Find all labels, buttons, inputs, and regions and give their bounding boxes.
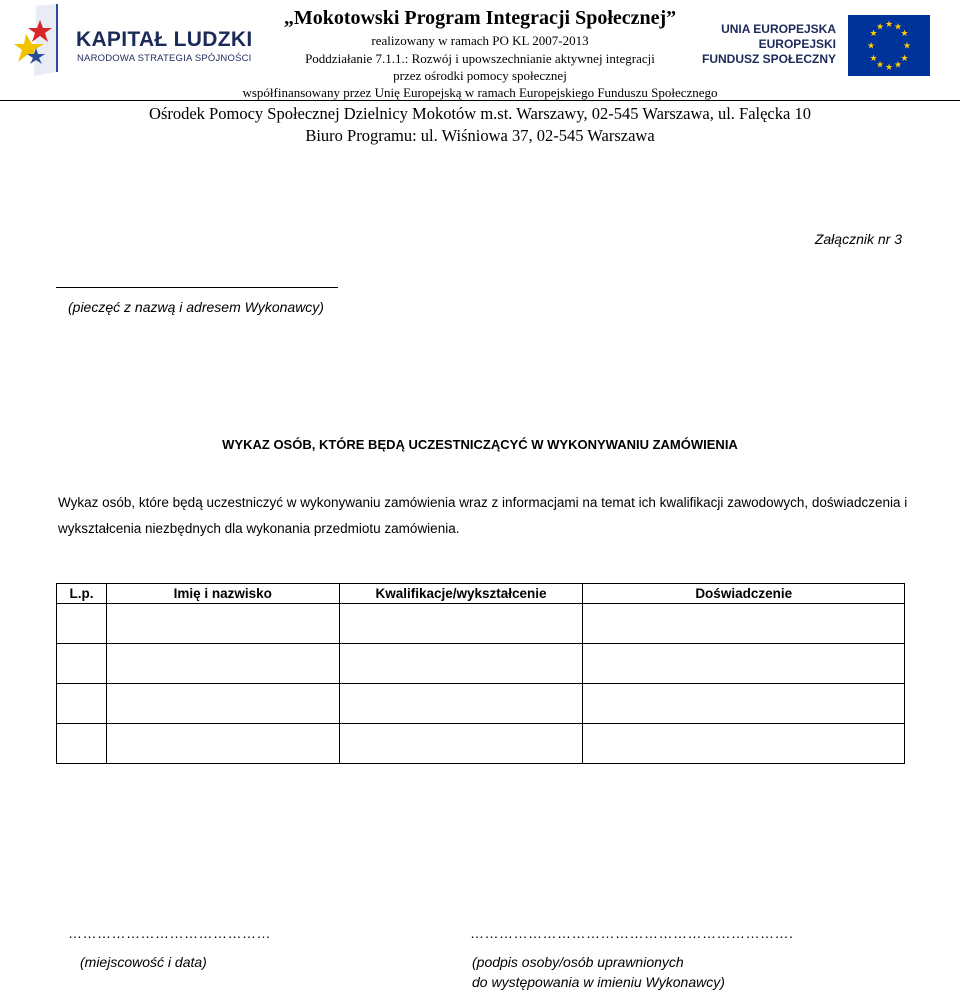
svg-text:★: ★: [884, 63, 894, 73]
table-row: [57, 724, 905, 764]
table-cell-experience[interactable]: [583, 604, 905, 644]
eu-logo-line-2: EUROPEJSKI: [758, 37, 836, 51]
svg-text:★: ★: [875, 22, 885, 33]
program-line-3: przez ośrodki pomocy społecznej: [393, 68, 567, 83]
table-row: [57, 684, 905, 724]
kapital-ludzki-title: KAPITAŁ LUDZKI: [76, 28, 253, 51]
stamp-line: [56, 287, 338, 288]
table-cell-qualifications[interactable]: [339, 604, 583, 644]
table-cell-experience[interactable]: [583, 684, 905, 724]
table-cell-lp[interactable]: [57, 684, 107, 724]
annex-label: Załącznik nr 3: [814, 231, 902, 247]
program-line-1: realizowany w ramach PO KL 2007-2013: [371, 33, 589, 48]
signature-caption-line-1: (podpis osoby/osób uprawnionych: [472, 954, 684, 970]
signature-line: ………………………………………………………….: [470, 925, 794, 941]
kapital-ludzki-subtitle: NARODOWA STRATEGIA SPÓJNOŚCI: [77, 53, 252, 64]
table-row: [57, 644, 905, 684]
header-qualifications: Kwalifikacje/wykształcenie: [339, 584, 583, 604]
svg-text:★: ★: [902, 41, 912, 52]
persons-table: [56, 583, 905, 764]
svg-text:★: ★: [869, 29, 878, 39]
table-cell-experience[interactable]: [583, 644, 905, 684]
program-line-4: współfinansowany przez Unię Europejską w ramach Europejskiego Funduszu Społecznego: [242, 85, 718, 100]
header-experience: Doświadczenie: [583, 584, 905, 604]
table-cell-qualifications[interactable]: [339, 724, 583, 764]
table-cell-lp[interactable]: [57, 604, 107, 644]
table-cell-experience[interactable]: [583, 724, 905, 764]
program-title: „Mokotowski Program Integracji Społecznej”: [283, 7, 677, 29]
intro-text: Wykaz osób, które będą uczestniczyć w wykonywaniu zamówienia wraz z informacjami na temat ich kwalifikacji zawodowych, doświadczenia i wykształcenia niezbędnych dla wykonania przedmiotu zamówienia.: [58, 495, 908, 536]
document-title: WYKAZ OSÓB, KTÓRE BĘDĄ UCZESTNICZĄCYĆ W WYKONYWANIU ZAMÓWIENIA: [222, 437, 738, 452]
program-line-2: Poddziałanie 7.1.1.: Rozwój i upowszechnianie aktywnej integracji: [305, 51, 655, 66]
header-name: Imię i nazwisko: [106, 584, 339, 604]
table-cell-qualifications[interactable]: [339, 644, 583, 684]
signature-caption: [472, 952, 725, 992]
svg-text:★: ★: [900, 54, 909, 64]
table-cell-name[interactable]: [106, 644, 339, 684]
svg-text:★: ★: [869, 54, 878, 64]
svg-text:★: ★: [900, 29, 909, 39]
table-row: [57, 604, 905, 644]
eu-logo-line-1: UNIA EUROPEJSKA: [721, 22, 836, 36]
header-lp: L.p.: [57, 584, 107, 604]
table-cell-lp[interactable]: [57, 724, 107, 764]
table-cell-qualifications[interactable]: [339, 684, 583, 724]
svg-text:★: ★: [866, 41, 876, 52]
table-cell-name[interactable]: [106, 724, 339, 764]
signature-caption-line-2: do występowania w imieniu Wykonawcy): [472, 974, 725, 990]
program-office-address: Biuro Programu: ul. Wiśniowa 37, 02-545 Warszawa: [305, 126, 655, 145]
stamp-caption: (pieczęć z nazwą i adresem Wykonawcy): [68, 299, 324, 315]
table-cell-name[interactable]: [106, 684, 339, 724]
eu-logo-line-3: FUNDUSZ SPOŁECZNY: [701, 52, 836, 66]
table-cell-name[interactable]: [106, 604, 339, 644]
header-divider: [0, 100, 960, 101]
place-date-caption: (miejscowość i data): [80, 954, 207, 970]
svg-text:★: ★: [875, 60, 885, 71]
table-header-row: [57, 584, 905, 604]
svg-text:★: ★: [884, 20, 894, 30]
svg-text:★: ★: [893, 22, 903, 33]
ops-address: Ośrodek Pomocy Społecznej Dzielnicy Mokotów m.st. Warszawy, 02-545 Warszawa, ul. Falęcka 10: [149, 104, 811, 123]
table-cell-lp[interactable]: [57, 644, 107, 684]
svg-text:★: ★: [893, 60, 903, 71]
place-date-line: ……………………………………: [68, 925, 271, 941]
